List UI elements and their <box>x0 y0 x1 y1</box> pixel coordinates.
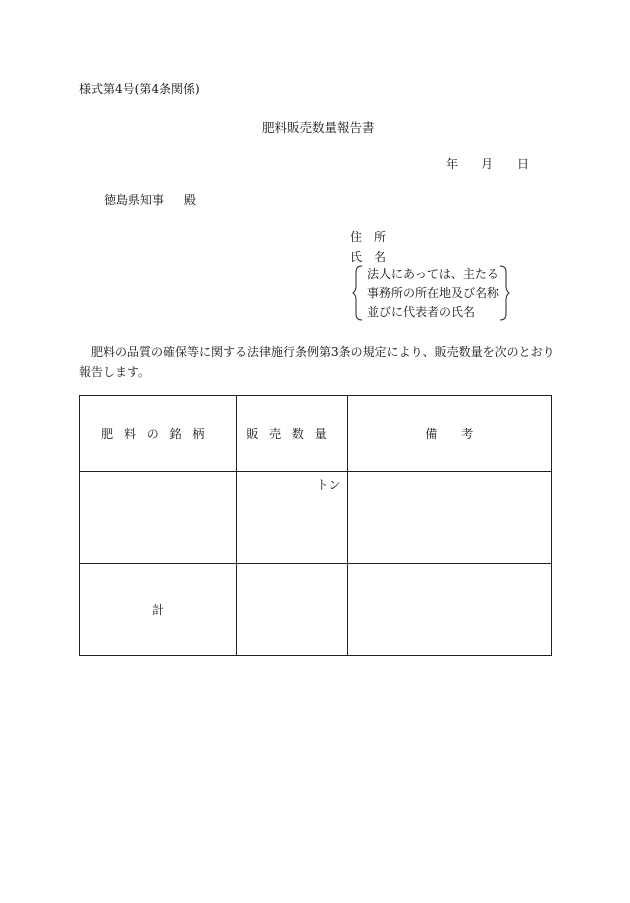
report-table <box>79 395 552 656</box>
date-month-label: 月 <box>481 157 494 171</box>
brand-cell[interactable] <box>80 472 237 564</box>
header-sales-quantity: 販売数量 <box>237 396 347 472</box>
total-label: 計 <box>80 564 237 656</box>
unit-label: トン <box>316 478 341 492</box>
header-fertilizer-brand: 肥料の銘柄 <box>80 396 237 472</box>
name-label-char-1: 氏 <box>350 250 363 264</box>
corporation-note-line-2: 事務所の所在地及び名称 <box>367 286 500 300</box>
table-row <box>80 472 552 564</box>
header-remarks: 備 考 <box>347 396 551 472</box>
name-label-char-2: 名 <box>374 250 387 264</box>
name-label <box>350 251 398 263</box>
total-remarks-cell[interactable] <box>347 564 551 656</box>
form-number: 様式第4号(第4条関係) <box>79 82 200 96</box>
date-year-label: 年 <box>446 157 459 171</box>
corporation-note-line-1: 法人にあっては、主たる <box>367 267 499 281</box>
remarks-cell[interactable] <box>347 472 551 564</box>
table-header-row <box>80 396 552 472</box>
addressee: 徳島県知事 <box>104 193 165 207</box>
corporation-note-line-3: 並びに代表者の氏名 <box>367 305 476 319</box>
table-total-row <box>80 564 552 656</box>
body-text: 肥料の品質の確保等に関する法律施行条例第3条の規定により、販売数量を次のとおり報告します。 <box>79 345 555 379</box>
total-quantity-cell[interactable] <box>237 564 347 656</box>
address-label-char-1: 住 <box>350 230 363 244</box>
address-label-char-2: 所 <box>374 230 387 244</box>
addressee-honorific: 殿 <box>184 193 197 207</box>
document-title: 肥料販売数量報告書 <box>262 120 375 135</box>
address-label <box>350 231 398 243</box>
date-day-label: 日 <box>517 157 530 171</box>
quantity-cell[interactable] <box>237 472 347 564</box>
